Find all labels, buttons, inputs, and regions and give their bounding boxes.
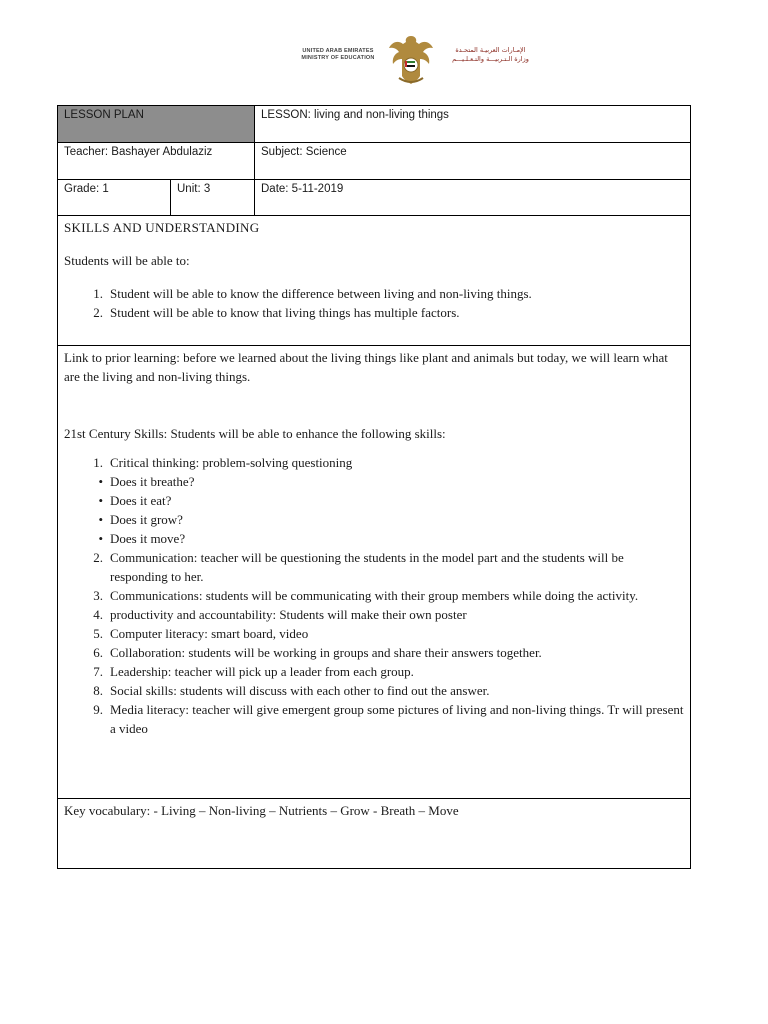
list-item-text: Does it eat? (110, 493, 172, 508)
table-row (58, 106, 691, 143)
list-item-text: Social skills: students will discuss with each other to find out the answer. (110, 683, 490, 698)
list-item (64, 510, 684, 529)
list-marker: 2. (93, 305, 103, 320)
prior-learning-section (58, 346, 691, 799)
list-item (64, 643, 684, 662)
list-marker: • (98, 493, 103, 508)
list-marker: 4. (93, 607, 103, 622)
list-item (64, 681, 684, 700)
table-row (58, 180, 691, 216)
list-item (64, 491, 684, 510)
list-marker: 5. (93, 626, 103, 641)
list-item-text: Does it move? (110, 531, 186, 546)
table-row (58, 216, 691, 346)
century-skills-intro: 21st Century Skills: Students will be able to enhance the following skills: (64, 426, 446, 441)
list-item-text: Student will be able to know that living things has multiple factors. (110, 305, 460, 320)
list-item-text: Media literacy: teacher will give emergent group some pictures of living and non-living things. Tr will present a video (110, 702, 684, 736)
header-english (288, 48, 388, 62)
list-item (64, 472, 684, 491)
lesson-plan-table (57, 105, 691, 869)
ministry-header (288, 30, 538, 90)
list-marker: • (98, 512, 103, 527)
teacher-name: Teacher: Bashayer Abdulaziz (58, 143, 255, 180)
table-row (58, 799, 691, 869)
list-item-text: Does it breathe? (110, 474, 195, 489)
list-item-text: Collaboration: students will be working in groups and share their answers together. (110, 645, 542, 660)
list-item (64, 284, 684, 303)
header-en-line1: UNITED ARAB EMIRATES (302, 48, 374, 54)
list-marker: 1. (93, 455, 103, 470)
header-ar-line1: الإمـارات العربيـة المتحـدة (455, 46, 526, 54)
list-marker: 6. (93, 645, 103, 660)
prior-learning-text: Link to prior learning: before we learned about the living things like plant and animals but today, we will learn what are the living and non-living things. (64, 350, 668, 384)
list-marker: • (98, 474, 103, 489)
subject: Subject: Science (255, 143, 691, 180)
header-arabic (438, 46, 543, 64)
list-item (64, 303, 684, 322)
list-item (64, 700, 684, 738)
list-item-text: Leadership: teacher will pick up a leader from each group. (110, 664, 414, 679)
list-marker: 1. (93, 286, 103, 301)
skills-list (64, 284, 684, 322)
list-marker: • (98, 531, 103, 546)
list-item-text: Computer literacy: smart board, video (110, 626, 309, 641)
header-en-line2: MINISTRY OF EDUCATION (301, 55, 375, 61)
list-item-text: Communications: students will be communicating with their group members while doing the activity. (110, 588, 639, 603)
key-vocabulary: Key vocabulary: - Living – Non-living – Nutrients – Grow - Breath – Move (64, 803, 459, 818)
list-marker: 3. (93, 588, 103, 603)
list-item-text: Critical thinking: problem-solving questioning (110, 455, 353, 470)
lesson-title: LESSON: living and non-living things (255, 106, 691, 143)
skills-heading: SKILLS AND UNDERSTANDING (64, 220, 260, 235)
grade: Grade: 1 (58, 180, 171, 216)
list-item (64, 624, 684, 643)
century-skills-list (64, 453, 684, 738)
list-marker: 9. (93, 702, 103, 717)
list-item (64, 548, 684, 586)
list-item (64, 529, 684, 548)
skills-intro: Students will be able to: (64, 253, 190, 268)
table-row (58, 346, 691, 799)
date: Date: 5-11-2019 (255, 180, 691, 216)
list-item-text: productivity and accountability: Students will make their own poster (110, 607, 467, 622)
list-item (64, 453, 684, 472)
list-marker: 2. (93, 550, 103, 565)
header-ar-line2: وزارة الـتـربيـــة والتـعـلـيـــم (452, 55, 529, 63)
list-item-text: Student will be able to know the difference between living and non-living things. (110, 286, 532, 301)
uae-falcon-emblem-icon (386, 32, 436, 88)
table-row (58, 143, 691, 180)
vocabulary-section (58, 799, 691, 869)
unit: Unit: 3 (171, 180, 255, 216)
list-item-text: Communication: teacher will be questioning the students in the model part and the students will be responding to her. (110, 550, 624, 584)
list-item (64, 662, 684, 681)
list-item (64, 605, 684, 624)
skills-section (58, 216, 691, 346)
list-marker: 7. (93, 664, 103, 679)
list-marker: 8. (93, 683, 103, 698)
list-item-text: Does it grow? (110, 512, 183, 527)
lesson-plan-label: LESSON PLAN (58, 106, 255, 143)
list-item (64, 586, 684, 605)
